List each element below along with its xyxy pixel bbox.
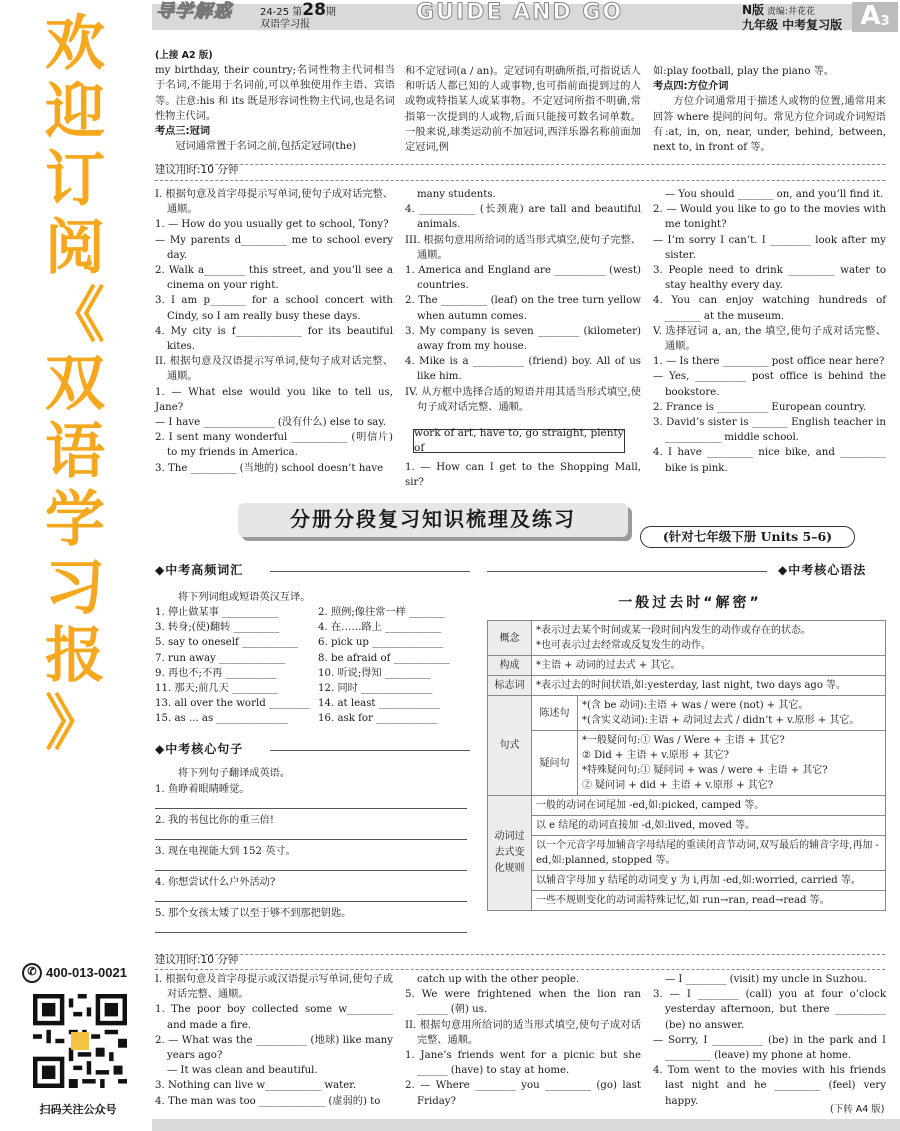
paragraph: 如:play football, play the piano 等。 (653, 66, 835, 77)
issue-info (260, 0, 336, 31)
units-target: (针对七年级下册 Units 5–6) (640, 526, 855, 548)
question: — Sorry, I __________ (be) in the park and I _________ (leave) my phone at home. (653, 1034, 886, 1062)
grammar-subtitle: 一般过去时“解密” (618, 595, 762, 611)
continued-from: (上接 A2 版) (155, 50, 213, 61)
section-heading: 考点四:方位介词 (653, 81, 729, 93)
instruction: II. 根据句意用所给词的适当形式填空,使句子成对话完整、通顺。 (405, 1019, 641, 1046)
page-header (152, 0, 900, 40)
vocab-item: 15. as ... as ______________ (155, 713, 288, 725)
divider (155, 164, 885, 165)
top-column-2 (405, 64, 641, 155)
question: 3. The _________ (当地的) school doesn’t have (155, 462, 384, 474)
question: 3. People need to drink _________ water to stay healthy every day. (653, 265, 886, 292)
question: — I have ______________ (没有什么) else to say. (155, 417, 387, 429)
question: — It was clean and beautiful. (167, 1065, 318, 1077)
question: many students. (417, 189, 496, 200)
structure-cell: *主语 + 动词的过去式 + 其它。 (532, 656, 886, 676)
question: 2. I sent many wonderful ___________ (明信片) to my friends in America. (155, 432, 393, 459)
top-column-3 (653, 64, 886, 155)
question: 1. The poor boy collected some w_________ and made a fire. (155, 1004, 393, 1031)
question: 3. I am p_______ for a school concert with Cindy, so I am really busy these days. (155, 295, 393, 322)
sentence-item: 3. 现在电视能大到 152 英寸。 (155, 846, 296, 857)
page-number (852, 2, 898, 32)
title-char: 语 (45, 417, 105, 487)
sentence-item: 1. 鱼睁着眼睛睡觉。 (155, 784, 250, 795)
row-label: 标志词 (488, 676, 532, 696)
vocab-list-right (318, 605, 478, 727)
section-heading: 考点三:冠词 (155, 126, 211, 138)
title-char: 双 (45, 349, 105, 419)
question: 5. We were frightened when the lion ran ______ (朝) us. (405, 989, 641, 1016)
title-char: 报 (45, 621, 105, 691)
question: 2. — Where ________ you _________ (go) last Friday? (405, 1080, 641, 1107)
vocab-title: ◆中考高频词汇 (155, 563, 244, 577)
paragraph: 和不定冠词(a / an)。定冠词有明确所指,可指说话人和听话人都已知的人或事物,也可指前面提到过的人或物或特指某人或某事物。不定冠词所指不明确,常指第一次提到的人或物,后面只能接可数名词单数。一般来说,球类运动前不加冠词,西洋乐器名称前面加定冠词,例 (405, 66, 641, 154)
vocab-item: 9. 再也不;不再 __________ (155, 667, 277, 679)
slogan: GUIDE AND GO (416, 0, 624, 25)
question: — Yes, __________ post office is behind the bookstore. (653, 371, 886, 398)
issue-prefix: 第 (292, 7, 303, 18)
question: 4. Mike is a __________ (friend) boy. All of us like him. (405, 356, 641, 383)
instruction: III. 根据句意用所给词的适当形式填空,使句子完整、通顺。 (405, 234, 641, 261)
question: 3. David’s sister is _______ English teacher in ___________ middle school. (653, 417, 886, 444)
instruction: II. 根据句意及汉语提示写单词,使句子成对话完整、通顺。 (155, 356, 393, 383)
vocab-item: 6. pick up ______________ (318, 637, 444, 649)
question: 1. — Is there _________ post office near here? (653, 356, 885, 368)
vocab-item: 16. ask for ____________ (318, 713, 438, 725)
exercise1-column-3 (653, 187, 886, 476)
question: 1. — How can I get to the Shopping Mall, sir? (405, 462, 641, 489)
divider (270, 571, 470, 572)
declarative-cell: *(含 be 动词):主语 + was / were (not) + 其它。 *(含实义动词):主语 + 动词过去式 / didn’t + v.原形 + 其它。 (578, 696, 886, 731)
word-box: work of art, have to, go straight, plenty of (414, 426, 624, 454)
vocab-item: 4. 在……路上 ___________ (318, 622, 442, 634)
divider (487, 571, 767, 572)
divider (155, 954, 885, 955)
row-label: 动词过去式变化规则 (488, 796, 532, 911)
vocab-intro: 将下列词组或短语英汉互译。 (178, 592, 311, 603)
vocab-item: 3. 转身;(使)翻转 _________ (155, 622, 280, 634)
vocab-item: 2. 照例;像往常一样 _______ (318, 607, 445, 618)
phone-contact[interactable] (22, 963, 127, 983)
title-char: 《 (45, 281, 105, 351)
question: 4. You can enjoy watching hundreds of _______ at the museum. (653, 295, 886, 322)
question: 3. — I ________ (call) you at four o’clock yesterday afternoon, but there __________ (be) no answer. (653, 989, 886, 1031)
exercise1-box-question (405, 460, 641, 490)
rule-cell: 以一个元音字母加辅音字母结尾的重读闭音节动词,双写最后的辅音字母,再加 -ed,如:planned, stopped 等。 (532, 836, 886, 871)
question: 1. Jane’s friends went for a picnic but she ______ (have) to stay at home. (405, 1050, 641, 1077)
instruction: IV. 从方框中选择合适的短语并用其适当形式填空,使句子成对话完整、通顺。 (405, 386, 641, 413)
title-char: 订 (45, 145, 105, 215)
vocab-item: 5. say to oneself ___________ (155, 637, 298, 649)
question: — I ________ (visit) my uncle in Suzhou. (665, 974, 867, 985)
question: — You should _______ on, and you’ll find it. (665, 189, 884, 200)
question: 3. My company is seven ________ (kilometer) away from my house. (405, 325, 641, 353)
row-label: 概念 (488, 621, 532, 656)
question: 1. — What else would you like to tell us, Jane? (155, 386, 393, 413)
question: 2. — What was the __________ (地球) like many years ago? (155, 1034, 393, 1062)
answer-line (155, 839, 467, 840)
row-sublabel: 疑问句 (532, 731, 578, 796)
question: — I’m sorry I can’t. I ________ look after my sister. (653, 234, 886, 261)
vocab-item: 1. 停止做某事 ___________ (155, 607, 279, 618)
exercise2-column-3 (653, 972, 886, 1109)
instruction: I. 根据句意及首字母提示或汉语提示写单词,使句子成对话完整、通顺。 (155, 974, 393, 1001)
time-label: 建议用时:10 分钟 (155, 954, 239, 966)
rule-cell: 一般的动词在词尾加 -ed,如:picked, camped 等。 (532, 796, 886, 816)
question: 2. — Would you like to go to the movies with me tonight? (653, 204, 886, 231)
sentences-title: ◆中考核心句子 (155, 742, 244, 756)
question: — My parents d_________ me to school every day. (155, 234, 393, 261)
question: 2. Walk a________ this street, and you’ll see a cinema on your right. (155, 265, 393, 292)
issue-year: 24-25 (260, 7, 290, 18)
exercise1-column-2 (405, 187, 641, 415)
sentence-item: 5. 那个女孩太矮了以至于够不到那把钥匙。 (155, 908, 352, 919)
divider (155, 969, 885, 970)
issue-number: 28 (302, 0, 326, 20)
paragraph: my birthday, their country;名词性物主代词相当于名词,不能用于名词前,可以单独使用作主语、宾语等。注意:his 和 its 既是形容词性物主代词,也是名词性物主代词。 (155, 65, 395, 122)
sentences-intro: 将下列句子翻译成英语。 (178, 768, 291, 779)
vocab-item: 11. 那天;前几天 _________ (155, 683, 278, 695)
top-column-1 (155, 48, 395, 154)
question: 2. France is __________ European country. (653, 401, 867, 413)
divider (270, 750, 470, 751)
phone-icon: ✆ (22, 963, 42, 983)
question: 4. My city is f_____________ for its beautiful kites. (155, 325, 393, 353)
exercise1-column-1 (155, 187, 393, 476)
question: 1. — How do you usually get to school, Tony? (155, 219, 389, 231)
time-label: 建议用时:10 分钟 (155, 164, 239, 176)
title-char: 迎 (45, 77, 105, 147)
rule-cell: 以 e 结尾的动词直接加 -d,如:lived, moved 等。 (532, 816, 886, 836)
rule-cell: 以辅音字母加 y 结尾的动词变 y 为 i,再加 -ed,如:worried, carried 等。 (532, 871, 886, 891)
qr-code[interactable] (33, 994, 127, 1088)
question-cell: *一般疑问句:① Was / Were + 主语 + 其它? ② Did + 主语 + v.原形 + 其它? *特殊疑问句:① 疑问词 + was / were + 主语 + 其它? ② 疑问词 + did + 主语 + v.原形 + 其它? (578, 731, 886, 796)
title-char: 阅 (45, 213, 105, 283)
subscribe-title (30, 10, 120, 758)
exercise2-column-1 (155, 972, 393, 1109)
row-sublabel: 陈述句 (532, 696, 578, 731)
paragraph: 冠词通常置于名词之前,包括定冠词(the) (175, 141, 357, 153)
qr-caption: 扫码关注公众号 (39, 1103, 117, 1116)
concept-cell: *表示过去某个时间或某一段时间内发生的动作或存在的状态。 *也可表示过去经常或反复发生的动作。 (532, 621, 886, 656)
editor: 责编:井花花 (766, 7, 815, 17)
answer-line (155, 901, 467, 902)
rule-cell: 一些不规则变化的动词需特殊记忆,如 run→ran, read→read 等。 (532, 891, 886, 911)
question: 1. America and England are __________ (west) countries. (405, 265, 641, 292)
grammar-title: ◆中考核心语法 (778, 563, 867, 577)
brand-logo: 导学解惑 (156, 1, 232, 22)
vocab-item: 10. 听说;得知 _________ (318, 667, 431, 679)
row-label: 构成 (488, 656, 532, 676)
vocab-item: 8. be afraid of ___________ (318, 652, 450, 664)
question: 4. Tom went to the movies with his friends last night and he _________ (feel) very happy. (653, 1065, 886, 1107)
instruction: I. 根据句意及首字母提示写单词,使句子成对话完整、通顺。 (155, 189, 393, 216)
question: 4. ___________ (长颈鹿) are tall and beautiful animals. (405, 204, 641, 231)
phone-number: 400-013-0021 (46, 965, 127, 981)
grade-label: 九年级 中考复习版 (742, 18, 843, 32)
title-char: 学 (45, 485, 105, 555)
marker-cell: *表示过去的时间状语,如:yesterday, last night, two days ago 等。 (532, 676, 886, 696)
sentence-item: 2. 我的书包比你的重三倍! (155, 815, 274, 826)
title-char: 习 (45, 553, 105, 623)
question: 3. Nothing can live w___________ water. (155, 1080, 357, 1092)
answer-line (155, 808, 467, 809)
vocab-list-left (155, 605, 315, 727)
section-banner: 分册分段复习知识梳理及练习 (238, 503, 628, 537)
sentence-item: 4. 你想尝试什么户外活动? (155, 877, 276, 888)
paper-name: 双语学习报 (260, 19, 310, 30)
page-digit: 3 (880, 14, 890, 30)
paragraph: 方位介词通常用于描述人或物的位置,通常用来回答 where 提问的问句。常见方位介词或介词短语有:at, in, on, near, under, behind, between, next to, in front of 等。 (653, 96, 886, 154)
answer-line (155, 870, 467, 871)
vocab-item: 7. run away _____________ (155, 652, 286, 664)
question: 4. I have _________ nice bike, and _________ bike is pink. (653, 447, 886, 474)
title-char: 欢 (45, 9, 105, 79)
question: 2. The _________ (leaf) on the tree turn yellow when autumn comes. (405, 295, 641, 322)
issue-suffix: 期 (325, 7, 336, 18)
instruction: V. 选择冠词 a, an, the 填空,使句子成对话完整、通顺。 (653, 325, 886, 353)
footer-band (152, 1119, 900, 1131)
vocab-item: 14. at least ____________ (318, 698, 440, 710)
question: 4. The man was too _____________ (虚弱的) to (155, 1095, 381, 1107)
edition: N版 (742, 3, 765, 17)
question: catch up with the other people. (417, 974, 580, 985)
continued-to: (下转 A4 版) (830, 1104, 885, 1115)
grammar-table (487, 620, 886, 911)
edition-info (742, 4, 842, 34)
title-char: 》 (45, 689, 105, 759)
vocab-item: 12. 同时 ______________ (318, 683, 433, 695)
row-label: 句式 (488, 696, 532, 796)
answer-line (155, 932, 467, 933)
divider (155, 180, 885, 181)
subscription-sidebar (0, 0, 150, 1131)
exercise2-column-2 (405, 972, 641, 1109)
vocab-item: 13. all over the world ________ (155, 698, 310, 710)
page-letter: A (860, 1, 881, 32)
